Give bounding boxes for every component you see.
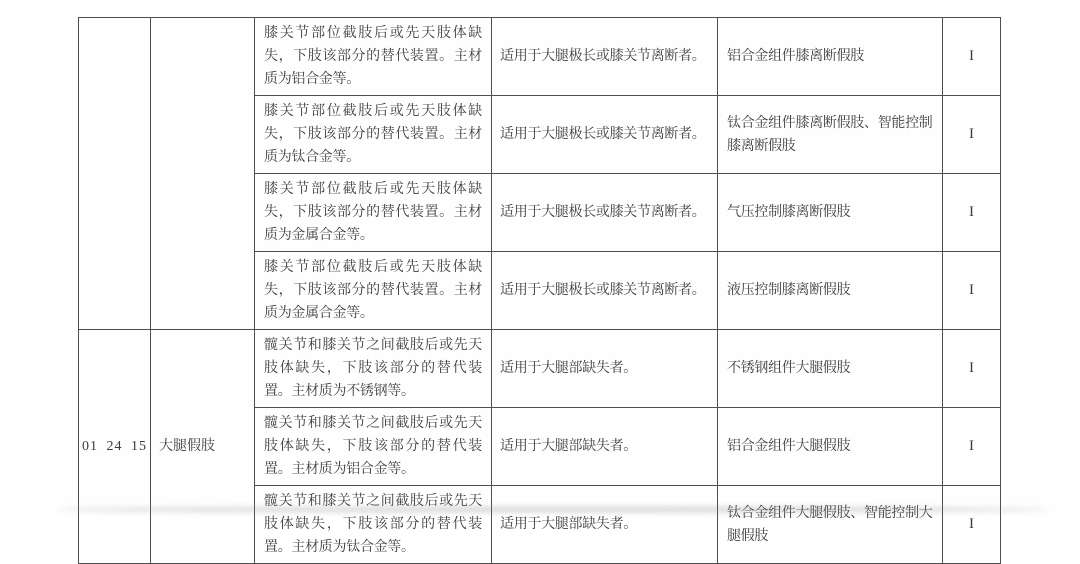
cell-description: 髋关节和膝关节之间截肢后或先天肢体缺失，下肢该部分的替代装置。主材质为铝合金等。 <box>255 408 492 486</box>
cell-management-class: I <box>943 252 1001 330</box>
cell-applicable-scope: 适用于大腿极长或膝关节离断者。 <box>492 96 718 174</box>
cell-applicable-scope: 适用于大腿极长或膝关节离断者。 <box>492 174 718 252</box>
prosthetic-classification-table <box>78 17 1001 564</box>
cell-applicable-scope: 适用于大腿部缺失者。 <box>492 408 718 486</box>
page-edge-shadow <box>58 507 1048 512</box>
cell-product-name: 液压控制膝离断假肢 <box>718 252 943 330</box>
cell-description: 膝关节部位截肢后或先天肢体缺失，下肢该部分的替代装置。主材质为钛合金等。 <box>255 96 492 174</box>
cell-code <box>79 18 151 330</box>
cell-management-class: I <box>943 486 1001 564</box>
cell-management-class: I <box>943 408 1001 486</box>
cell-management-class: I <box>943 330 1001 408</box>
table-row <box>79 330 1001 408</box>
cell-product-name: 气压控制膝离断假肢 <box>718 174 943 252</box>
cell-product-name: 铝合金组件大腿假肢 <box>718 408 943 486</box>
cell-description: 膝关节部位截肢后或先天肢体缺失，下肢该部分的替代装置。主材质为金属合金等。 <box>255 174 492 252</box>
cell-management-class: I <box>943 96 1001 174</box>
table-row <box>79 18 1001 96</box>
cell-product-name: 不锈钢组件大腿假肢 <box>718 330 943 408</box>
cell-applicable-scope: 适用于大腿部缺失者。 <box>492 486 718 564</box>
cell-management-class: I <box>943 174 1001 252</box>
cell-category-name: 大腿假肢 <box>151 330 255 564</box>
cell-applicable-scope: 适用于大腿部缺失者。 <box>492 330 718 408</box>
cell-management-class: I <box>943 18 1001 96</box>
cell-category-name <box>151 18 255 330</box>
cell-product-name: 钛合金组件大腿假肢、智能控制大腿假肢 <box>718 486 943 564</box>
cell-code: 01 24 15 <box>79 330 151 564</box>
cell-product-name: 钛合金组件膝离断假肢、智能控制膝离断假肢 <box>718 96 943 174</box>
cell-description: 髋关节和膝关节之间截肢后或先天肢体缺失，下肢该部分的替代装置。主材质为不锈钢等。 <box>255 330 492 408</box>
cell-product-name: 铝合金组件膝离断假肢 <box>718 18 943 96</box>
cell-description: 膝关节部位截肢后或先天肢体缺失，下肢该部分的替代装置。主材质为铝合金等。 <box>255 18 492 96</box>
cell-description: 膝关节部位截肢后或先天肢体缺失，下肢该部分的替代装置。主材质为金属合金等。 <box>255 252 492 330</box>
cell-applicable-scope: 适用于大腿极长或膝关节离断者。 <box>492 252 718 330</box>
cell-applicable-scope: 适用于大腿极长或膝关节离断者。 <box>492 18 718 96</box>
cell-description: 髋关节和膝关节之间截肢后或先天肢体缺失，下肢该部分的替代装置。主材质为钛合金等。 <box>255 486 492 564</box>
